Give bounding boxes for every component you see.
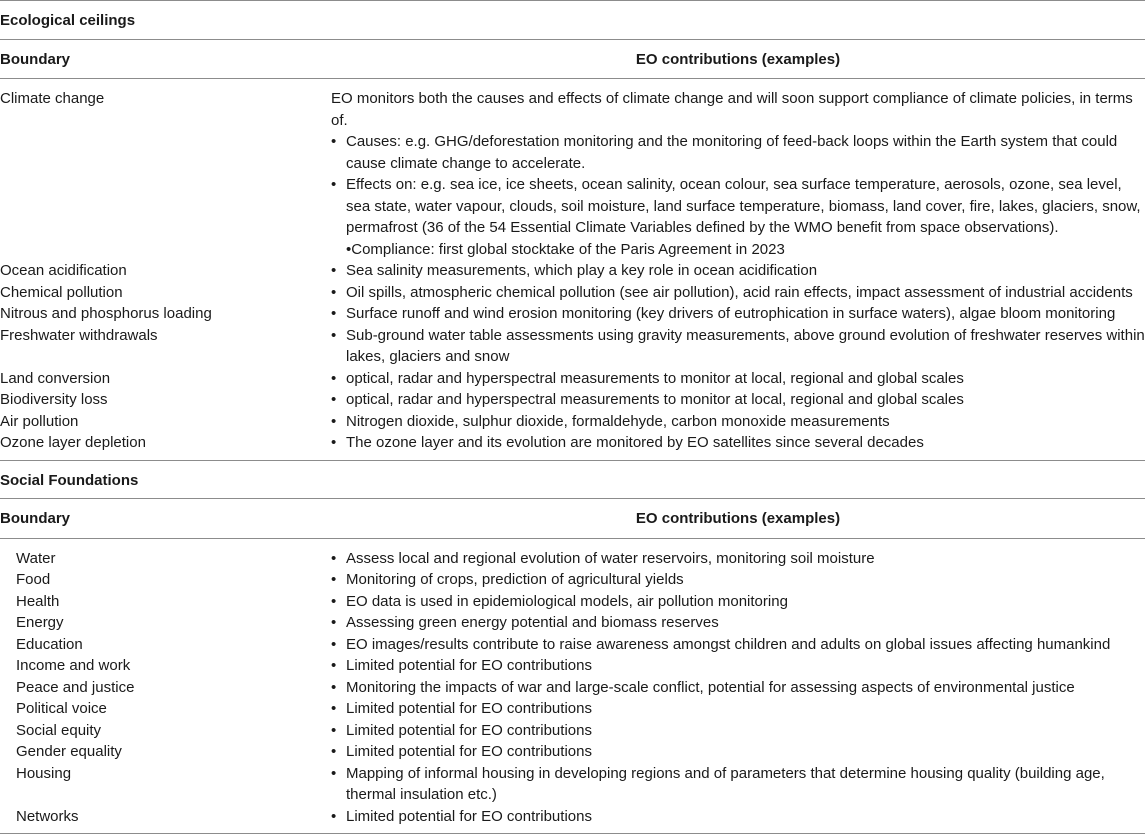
contribution-text: Assessing green energy potential and biomass reserves: [346, 614, 719, 631]
bullet-icon: •: [331, 614, 337, 631]
bullet-icon: •: [331, 391, 337, 408]
social-body: [0, 539, 1145, 834]
table-row: [0, 763, 1145, 806]
contribution-text: Mapping of informal housing in developing regions and of parameters that determine housing quality (building age, thermal insulation etc.): [346, 764, 1105, 803]
section-title-social: Social Foundations: [0, 471, 139, 489]
boundary-label: Gender equality: [16, 743, 122, 760]
boundary-label: Land conversion: [0, 369, 111, 387]
table-row: [0, 260, 1145, 282]
header-eo-contributions: EO contributions (examples): [635, 510, 841, 527]
bullet-icon: •: [331, 700, 337, 717]
table-row: [0, 634, 1145, 656]
header-eo-contributions: EO contributions (examples): [635, 50, 841, 68]
contribution-text: Monitoring of crops, prediction of agricultural yields: [346, 571, 684, 588]
boundary-label: Social equity: [16, 721, 102, 739]
boundary-label: Health: [16, 592, 60, 610]
bullet-icon: •: [331, 262, 337, 279]
table-row: [0, 282, 1145, 304]
contribution-cell: [331, 634, 1145, 656]
contribution-cell: [331, 88, 1145, 260]
contribution-text: Limited potential for EO contributions: [346, 807, 592, 825]
header-boundary: Boundary: [0, 510, 71, 527]
contribution-text: optical, radar and hyperspectral measurements to monitor at local, regional and global scales: [346, 369, 964, 387]
boundary-label: Political voice: [16, 700, 107, 717]
contribution-cell: [331, 698, 1145, 720]
boundary-label: Education: [16, 635, 83, 653]
contribution-text: EO data is used in epidemiological models, air pollution monitoring: [346, 592, 788, 610]
contribution-text: Limited potential for EO contributions: [346, 657, 592, 674]
climate-intro: EO monitors both the causes and effects of climate change and will soon support compliance of climate policies, in terms of.: [331, 90, 1133, 129]
boundary-label: Energy: [16, 614, 64, 631]
table-row: [0, 368, 1145, 390]
section-title-ecological: Ecological ceilings: [0, 12, 136, 29]
boundary-label: Climate change: [0, 90, 105, 107]
contribution-cell: [331, 806, 1145, 828]
contribution-cell: [331, 548, 1145, 570]
contribution-text: The ozone layer and its evolution are monitored by EO satellites since several decades: [346, 434, 924, 451]
bullet-icon: •: [331, 807, 337, 825]
contribution-text: Surface runoff and wind erosion monitoring (key drivers of eutrophication in surface waters), algae bloom monitoring: [346, 305, 1116, 322]
table-row: [0, 432, 1145, 454]
boundary-label: Chemical pollution: [0, 283, 123, 301]
contribution-cell: [331, 677, 1145, 699]
ecological-body: [0, 79, 1145, 460]
bullet-icon: •: [331, 283, 337, 301]
table-row: [0, 548, 1145, 570]
table-row: [0, 698, 1145, 720]
table-row: [0, 411, 1145, 433]
table-row: [0, 303, 1145, 325]
contribution-cell: [331, 432, 1145, 454]
boundary-label: Ocean acidification: [0, 262, 127, 279]
contribution-cell: [331, 303, 1145, 325]
contribution-cell: [331, 389, 1145, 411]
contribution-cell: [331, 411, 1145, 433]
bullet-icon: •: [331, 678, 337, 696]
contribution-cell: [331, 591, 1145, 613]
table-row: [0, 806, 1145, 828]
contribution-text: Limited potential for EO contributions: [346, 700, 592, 717]
contribution-text: EO images/results contribute to raise awareness amongst children and adults on global issues affecting humankind: [346, 635, 1111, 653]
table-row: [0, 325, 1145, 368]
contribution-cell: [331, 741, 1145, 763]
bullet-icon: •: [331, 326, 337, 344]
boundary-label: Networks: [16, 807, 79, 825]
contribution-cell: [331, 720, 1145, 742]
contribution-text: Limited potential for EO contributions: [346, 743, 592, 760]
contribution-cell: [331, 763, 1145, 806]
climate-effects: Effects on: e.g. sea ice, ice sheets, ocean salinity, ocean colour, sea surface temperature, aerosols, ozone, sea level, sea state, water vapour, clouds, soil moisture, land surface temperature, biomass, land cover, fire, lakes, glaciers, snow, permafrost (36 of the 54 Essential Climate Variables defined by the WMO benefit from space observations). •Compliance: first global stocktake of the Paris Agreement in 2023: [346, 176, 1141, 258]
contribution-text: Sea salinity measurements, which play a key role in ocean acidification: [346, 262, 818, 279]
contribution-text: optical, radar and hyperspectral measurements to monitor at local, regional and global scales: [346, 391, 964, 408]
bullet-icon: •: [331, 592, 337, 610]
climate-causes: Causes: e.g. GHG/deforestation monitoring and the monitoring of feed-back loops within the Earth system that could cause climate change to accelerate.: [346, 133, 1118, 172]
contribution-text: Oil spills, atmospheric chemical pollution (see air pollution), acid rain effects, impact assessment of industrial accidents: [346, 283, 1133, 301]
contribution-cell: [331, 569, 1145, 591]
list-item: [331, 174, 1145, 260]
contribution-cell: [331, 282, 1145, 304]
bullet-icon: •: [331, 305, 337, 322]
bullet-icon: •: [331, 176, 337, 193]
boundary-label: Housing: [16, 764, 72, 782]
table-row: [0, 591, 1145, 613]
bullet-icon: •: [331, 412, 337, 430]
contribution-cell: [331, 655, 1145, 677]
contribution-cell: [331, 368, 1145, 390]
boundary-label: Water: [16, 549, 56, 567]
bullet-icon: •: [331, 133, 337, 150]
contribution-text: Nitrogen dioxide, sulphur dioxide, formaldehyde, carbon monoxide measurements: [346, 412, 890, 430]
boundary-label: Peace and justice: [16, 678, 135, 696]
boundary-label: Ozone layer depletion: [0, 434, 146, 451]
bullet-icon: •: [331, 635, 337, 653]
boundary-label: Freshwater withdrawals: [0, 326, 158, 344]
contribution-cell: [331, 325, 1145, 368]
bullet-icon: •: [331, 743, 337, 760]
table-row: [0, 569, 1145, 591]
bullet-icon: •: [331, 657, 337, 674]
bullet-icon: •: [331, 571, 337, 588]
boundary-label: Biodiversity loss: [0, 391, 108, 408]
bullet-icon: •: [331, 434, 337, 451]
table-row: [0, 88, 1145, 260]
contribution-text: Assess local and regional evolution of water reservoirs, monitoring soil moisture: [346, 549, 875, 567]
bullet-icon: •: [331, 764, 337, 782]
boundary-label: Food: [16, 571, 51, 588]
boundary-label: Income and work: [16, 657, 131, 674]
contribution-text: Limited potential for EO contributions: [346, 721, 592, 739]
bullet-icon: •: [331, 549, 337, 567]
table-row: [0, 655, 1145, 677]
table-row: [0, 720, 1145, 742]
header-row-ecological: [0, 40, 1145, 79]
list-item: [331, 131, 1145, 174]
bullet-icon: •: [331, 721, 337, 739]
contribution-cell: [331, 612, 1145, 634]
boundary-label: Air pollution: [0, 412, 79, 430]
contribution-text: Sub-ground water table assessments using gravity measurements, above ground evolution of freshwater reserves within lakes, glaciers and snow: [346, 326, 1145, 365]
header-boundary: Boundary: [0, 50, 71, 68]
contribution-text: Monitoring the impacts of war and large-scale conflict, potential for assessing aspects of environmental justice: [346, 678, 1075, 696]
table-row: [0, 389, 1145, 411]
boundary-label: Nitrous and phosphorus loading: [0, 305, 212, 322]
contribution-cell: [331, 260, 1145, 282]
table-row: [0, 741, 1145, 763]
table-row: [0, 612, 1145, 634]
header-row-social: [0, 499, 1145, 538]
table-row: [0, 677, 1145, 699]
bullet-icon: •: [331, 369, 337, 387]
